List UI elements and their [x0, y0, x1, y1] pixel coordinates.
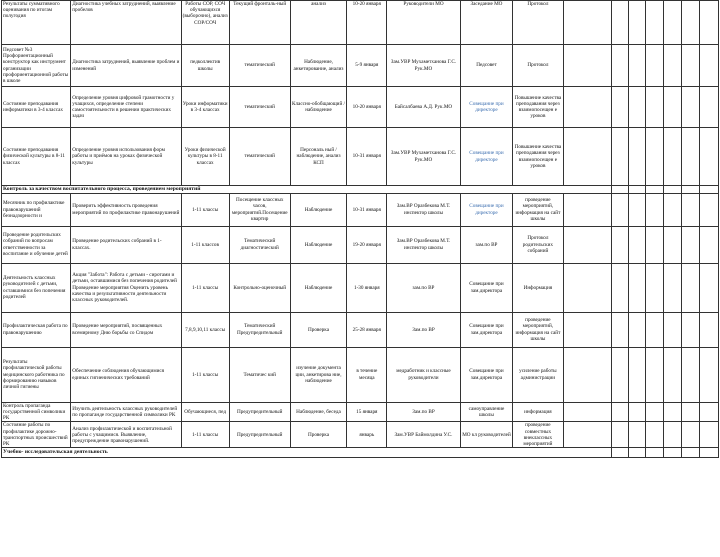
cell-c7: Зам.ВР Оразбекова М.Т. инспектор школы	[387, 193, 460, 226]
cell-c2: Обеспечение соблюдения обучающимися единых гигиенических требований	[71, 347, 181, 402]
empty-cell	[664, 193, 682, 226]
empty-cell	[563, 87, 611, 128]
empty-cell	[611, 263, 628, 312]
empty-cell	[628, 226, 646, 263]
cell-c9: Протокол родительских собраний	[513, 226, 563, 263]
cell-c2: Диагностика учебных затруднений, выявление пробелов	[71, 1, 181, 45]
empty-cell	[682, 448, 700, 458]
cell-c5: Наблюдение	[290, 226, 347, 263]
empty-cell	[563, 402, 611, 422]
empty-cell	[646, 186, 664, 194]
cell-c9: Информация	[513, 263, 563, 312]
empty-cell	[700, 193, 719, 226]
cell-c3: 7,8,9,10,11 классы	[181, 312, 229, 347]
table-row	[2, 128, 719, 186]
table-row	[2, 87, 719, 128]
empty-cell	[563, 347, 611, 402]
cell-c1: Проведение родительских собраний по вопросам ответственности за воспитание и обучение детей	[2, 226, 71, 263]
table-row	[2, 422, 719, 448]
cell-c2: Анализ профилактической и воспитательной работы с учащимися. Выявление, предупреждение правонарушений.	[71, 422, 181, 448]
empty-cell	[646, 312, 664, 347]
cell-c9: Повышение качества преподавания через взаимопосещен е уроков	[513, 128, 563, 186]
empty-cell	[682, 226, 700, 263]
empty-cell	[646, 226, 664, 263]
empty-cell	[611, 87, 628, 128]
cell-c1: Результаты профилактической работы медицинского работника по формированию навыков личной гигиены	[2, 347, 71, 402]
section-title: Учебно- исследовательская деятельность	[2, 448, 612, 458]
cell-c7: Байсалбаева А.Д. Рук.МО	[387, 87, 460, 128]
cell-c5: Проверка	[290, 422, 347, 448]
cell-c4: Тематичес кий	[229, 347, 290, 402]
cell-c1: Профилактическая работа по правонарушению	[2, 312, 71, 347]
cell-c8: Совещание при зам.директора	[460, 312, 512, 347]
cell-c5: Наблюдение, беседа	[290, 402, 347, 422]
cell-c1: Месячник по профилактике правонарушений безнадзорности и	[2, 193, 71, 226]
cell-c6: 15 января	[347, 402, 387, 422]
empty-cell	[700, 87, 719, 128]
cell-c2: Изучить деятельность классных руководителей по пропаганде государственной символики РК	[71, 402, 181, 422]
table-row	[2, 193, 719, 226]
empty-cell	[628, 448, 646, 458]
cell-c1: Состояние преподавания информатики в 3-4 классах	[2, 87, 71, 128]
empty-cell	[682, 347, 700, 402]
cell-c7: зам.по ВР	[387, 263, 460, 312]
empty-cell	[700, 422, 719, 448]
empty-cell	[646, 263, 664, 312]
section-row	[2, 186, 719, 194]
empty-cell	[700, 448, 719, 458]
empty-cell	[664, 186, 682, 194]
empty-cell	[563, 128, 611, 186]
cell-c8: Совещание при зам.директора	[460, 347, 512, 402]
cell-c8: Совещание при зам.директора	[460, 263, 512, 312]
cell-c7: Зам.УВР Мухаметханова Г.С. Рук.МО	[387, 128, 460, 186]
empty-cell	[628, 128, 646, 186]
cell-c4: Тематический Предупредительный	[229, 312, 290, 347]
cell-c5: анализ	[290, 1, 347, 45]
empty-cell	[682, 87, 700, 128]
cell-c3: 1-11 классы	[181, 422, 229, 448]
empty-cell	[664, 422, 682, 448]
empty-cell	[611, 226, 628, 263]
table-row	[2, 312, 719, 347]
empty-cell	[664, 402, 682, 422]
cell-c8: Педсовет	[460, 45, 512, 87]
empty-cell	[700, 312, 719, 347]
empty-cell	[700, 1, 719, 45]
cell-c3: 1-11 классы	[181, 193, 229, 226]
empty-cell	[628, 87, 646, 128]
section-row	[2, 448, 719, 458]
empty-cell	[682, 422, 700, 448]
empty-cell	[700, 402, 719, 422]
empty-cell	[646, 1, 664, 45]
empty-cell	[664, 448, 682, 458]
cell-c9: информация	[513, 402, 563, 422]
empty-cell	[611, 128, 628, 186]
cell-c7: Руководители МО	[387, 1, 460, 45]
empty-cell	[700, 45, 719, 87]
empty-cell	[646, 45, 664, 87]
empty-cell	[664, 128, 682, 186]
cell-c4: тематический	[229, 87, 290, 128]
cell-c8: Совещание при директоре	[460, 193, 512, 226]
cell-c2: Проведение мероприятий, посвященных всемирному Дню борьбы со Спидом	[71, 312, 181, 347]
empty-cell	[664, 226, 682, 263]
table-row	[2, 347, 719, 402]
cell-c4: тематический	[229, 128, 290, 186]
cell-c9: Повышение качества преподавания через взаимопосещен е уроков	[513, 87, 563, 128]
empty-cell	[611, 1, 628, 45]
empty-cell	[563, 193, 611, 226]
cell-c5: изучение документа ции, анкетирова ние, наблюдение	[290, 347, 347, 402]
table-row	[2, 402, 719, 422]
empty-cell	[682, 186, 700, 194]
cell-c3: Работы СОР, СОЧ обучающихся (выборочно), анализ СОР/СОЧ	[181, 1, 229, 45]
cell-c6: 10-20 января	[347, 1, 387, 45]
empty-cell	[664, 45, 682, 87]
empty-cell	[646, 347, 664, 402]
empty-cell	[611, 193, 628, 226]
empty-cell	[611, 186, 628, 194]
cell-c6: январь	[347, 422, 387, 448]
empty-cell	[611, 448, 628, 458]
cell-c2: Акция "Забота": Работа с детьми - сиротами и детьми, оставшимися без попечения родителей Проведение мероприятия Оценить уровень качества и результативности деятельности классных руководителей.	[71, 263, 181, 312]
table-body	[2, 1, 719, 458]
empty-cell	[682, 45, 700, 87]
empty-cell	[628, 402, 646, 422]
empty-cell	[611, 347, 628, 402]
table-row	[2, 226, 719, 263]
cell-c4: Предупредительный	[229, 402, 290, 422]
cell-c5: Наблюдение	[290, 263, 347, 312]
empty-cell	[682, 402, 700, 422]
empty-cell	[682, 263, 700, 312]
control-plan-table	[1, 0, 719, 458]
cell-c7: медработник и классные руководители	[387, 347, 460, 402]
cell-c3: 1-11 классы	[181, 263, 229, 312]
cell-c1: Результаты суммативного оценивания по итогам полугодия	[2, 1, 71, 45]
cell-c3: Обучающиеся, пед	[181, 402, 229, 422]
cell-c8: Совещание при директоре	[460, 128, 512, 186]
cell-c4: Текущий фронталь-ный	[229, 1, 290, 45]
empty-cell	[628, 193, 646, 226]
empty-cell	[646, 402, 664, 422]
cell-c6: 5-9 января	[347, 45, 387, 87]
cell-c5: Персональ ный / наблюдение, анализ КСП	[290, 128, 347, 186]
empty-cell	[611, 422, 628, 448]
empty-cell	[628, 312, 646, 347]
cell-c9: проведение мероприятий, информация на сайт школы	[513, 193, 563, 226]
empty-cell	[611, 45, 628, 87]
cell-c2: Диагностика затруднений, выявление проблем и изменений	[71, 45, 181, 87]
cell-c3: Уроки информатики в 3-4 классах	[181, 87, 229, 128]
empty-cell	[664, 263, 682, 312]
cell-c2: Определение уровня цифровой грамотности у учащихся, определение степени самостоятельности в решении практических задач	[71, 87, 181, 128]
empty-cell	[646, 128, 664, 186]
cell-c9: усиление работы администрации	[513, 347, 563, 402]
empty-cell	[646, 422, 664, 448]
empty-cell	[700, 186, 719, 194]
cell-c1: Состояние работы по профилактике дорожно-транспортных происшествий РК	[2, 422, 71, 448]
empty-cell	[563, 226, 611, 263]
cell-c8: Заседание МО	[460, 1, 512, 45]
cell-c6: 10-31 января	[347, 193, 387, 226]
cell-c6: 10-31 января	[347, 128, 387, 186]
cell-c5: Наблюдение	[290, 193, 347, 226]
cell-c8: самоуправление школы	[460, 402, 512, 422]
cell-c7: Зам.УВР Мухаметханова Г.С. Рук.МО	[387, 45, 460, 87]
empty-cell	[563, 263, 611, 312]
empty-cell	[628, 45, 646, 87]
cell-c7: Зам.ВР Оразбекова М.Т. инспектор школы	[387, 226, 460, 263]
empty-cell	[700, 226, 719, 263]
empty-cell	[646, 87, 664, 128]
empty-cell	[563, 422, 611, 448]
empty-cell	[682, 128, 700, 186]
empty-cell	[664, 312, 682, 347]
cell-c9: проведение мероприятий, информация на сайт школы	[513, 312, 563, 347]
cell-c4: Предупредительный	[229, 422, 290, 448]
empty-cell	[646, 448, 664, 458]
empty-cell	[611, 402, 628, 422]
empty-cell	[628, 422, 646, 448]
cell-c6: 10-20 января	[347, 87, 387, 128]
cell-c2: Проверить эффективность проведения мероприятий по профилактике правонарушений	[71, 193, 181, 226]
empty-cell	[611, 312, 628, 347]
cell-c8: Совещание при директоре	[460, 87, 512, 128]
cell-c7: Зам.по ВР	[387, 312, 460, 347]
cell-c4: Тематический диагностический	[229, 226, 290, 263]
cell-c3: Уроки физической культуры в 8-11 классах	[181, 128, 229, 186]
empty-cell	[628, 1, 646, 45]
empty-cell	[563, 312, 611, 347]
cell-c9: проведение совместных внеклассных мероприятий	[513, 422, 563, 448]
empty-cell	[628, 347, 646, 402]
empty-cell	[664, 1, 682, 45]
cell-c8: зам.по ВР	[460, 226, 512, 263]
empty-cell	[563, 1, 611, 45]
empty-cell	[664, 87, 682, 128]
empty-cell	[700, 347, 719, 402]
cell-c4: тематический	[229, 45, 290, 87]
cell-c4: Контрольно-оценочный	[229, 263, 290, 312]
cell-c9: Протокол	[513, 45, 563, 87]
cell-c7: Зам.по ВР	[387, 402, 460, 422]
cell-c5: Классно-обобщающий / наблюдение	[290, 87, 347, 128]
section-title: Контроль за качеством воспитательного процесса, проведением мероприятий	[2, 186, 612, 194]
cell-c3: 1-11 классов	[181, 226, 229, 263]
cell-c1: Педсовет №3 Профориентационный конструктор как инструмент организации профориентационной работы в школе	[2, 45, 71, 87]
empty-cell	[628, 263, 646, 312]
cell-c3: 1-11 классы	[181, 347, 229, 402]
empty-cell	[700, 128, 719, 186]
empty-cell	[646, 193, 664, 226]
cell-c2: Проведение родительских собраний в 1-классах.	[71, 226, 181, 263]
cell-c1: Деятельность классных руководителей с детьми, оставшимися без попечения родителей	[2, 263, 71, 312]
cell-c6: 19-20 января	[347, 226, 387, 263]
cell-c4: Посещение классных часов, мероприятий.Посещение квартир	[229, 193, 290, 226]
cell-c5: Наблюдение, анкетирование, анализ	[290, 45, 347, 87]
cell-c1: Состояние преподавания физической культуры в 8-11 классах	[2, 128, 71, 186]
cell-c6: 1-30 января	[347, 263, 387, 312]
cell-c3: педколлектив школы	[181, 45, 229, 87]
empty-cell	[664, 347, 682, 402]
table-row	[2, 263, 719, 312]
cell-c6: 25-28 января	[347, 312, 387, 347]
cell-c6: в течение месяца	[347, 347, 387, 402]
cell-c1: Контроль пропаганда государственной символики РК	[2, 402, 71, 422]
cell-c8: МО кл руководителей	[460, 422, 512, 448]
empty-cell	[700, 263, 719, 312]
cell-c7: Зам.УВР Баймолдина У.С.	[387, 422, 460, 448]
table-row	[2, 1, 719, 45]
empty-cell	[628, 186, 646, 194]
cell-c5: Проверка	[290, 312, 347, 347]
empty-cell	[563, 45, 611, 87]
table-row	[2, 45, 719, 87]
empty-cell	[682, 1, 700, 45]
cell-c2: Определение уровня использования форм работы и приёмов на уроках физической культуры	[71, 128, 181, 186]
cell-c9: Протокол	[513, 1, 563, 45]
empty-cell	[682, 312, 700, 347]
empty-cell	[682, 193, 700, 226]
